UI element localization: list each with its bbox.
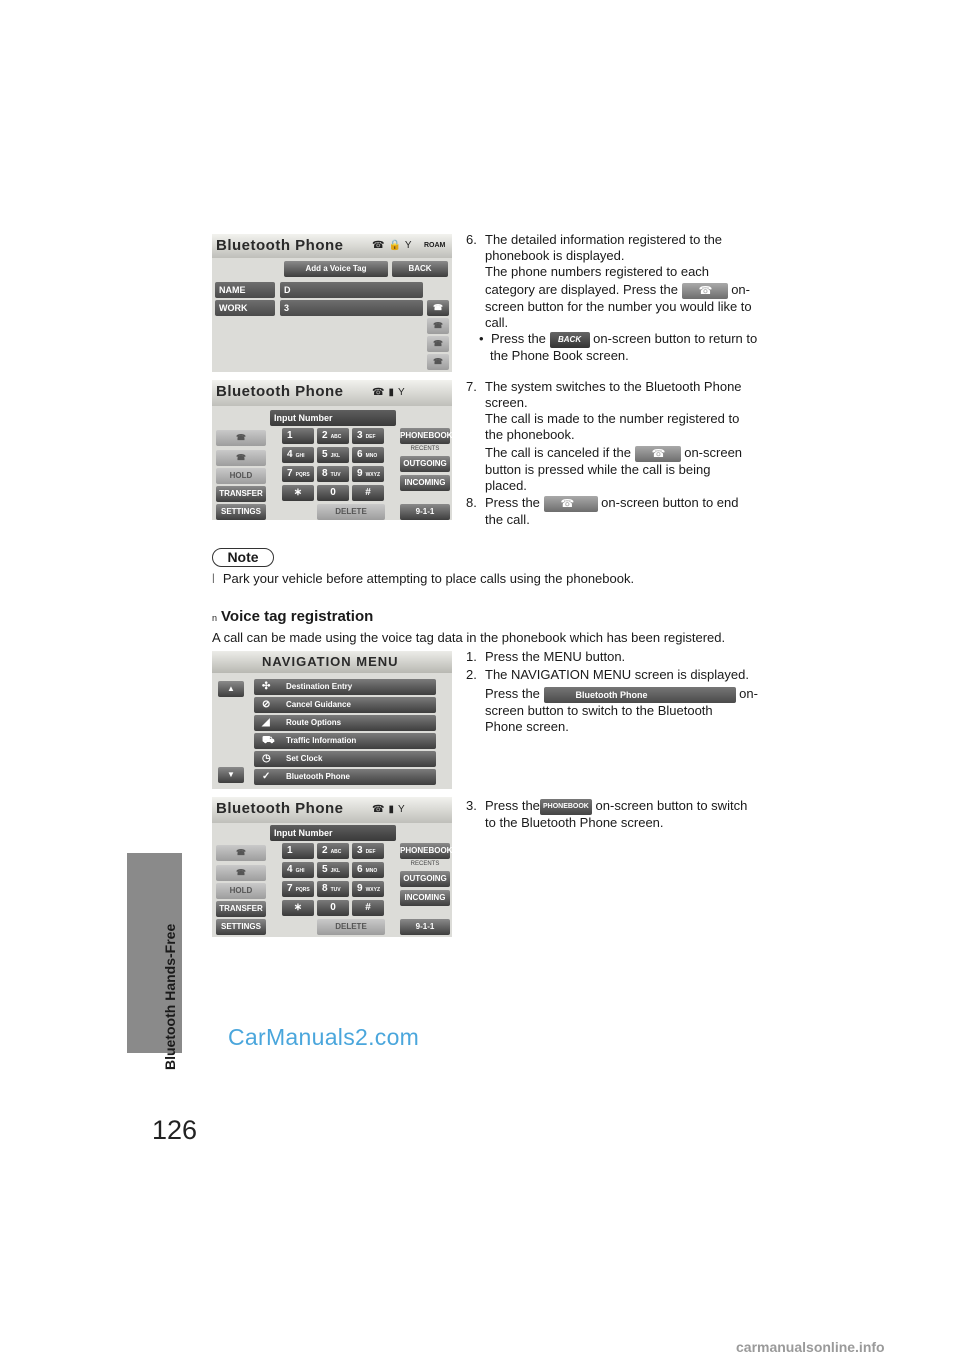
phone-button-inline [682,283,728,299]
phone-button-inline [635,446,681,462]
step-6: 6. The detailed information registered to the phonebook is displayed. The phone numbers registered to each category are displayed. Press the ☎ on- screen button for the number you would like to call. [466,232,786,331]
screenshot-phonebook-detail: Bluetooth Phone ☎🔒Y ROAM Add a Voice Tag BACK NAME D WORK 3 ☎ ☎ ☎ ☎ [212,234,452,372]
page-number: 126 [152,1115,198,1145]
step-8: 8. Press the ☎ on-screen button to end the call. [466,495,786,528]
watermark-carmanualsonline: carmanualsonline.info [736,1339,885,1355]
bullet-back: • Press the BACK on-screen button to return to the Phone Book screen. [479,331,758,363]
screenshot-bluetooth-phone-2: Bluetooth Phone ☎▮Y Input Number ☎ ☎ HOLD TRANSFER SETTINGS 1 2 ABC 3 DEF 4 GHI 5 JKL 6 MNO 7 PQRS 8 TUV 9 WXYZ ∗ 0 # DELETE PHONEBOOK RECENTS OUTGOING INCOMING 9-1-1 [212,797,452,937]
note-text: l Park your vehicle before attempting to place calls using the phonebook. [212,571,635,586]
watermark-carmanuals2: CarManuals2.com [228,1024,420,1050]
step-7: 7. The system switches to the Bluetooth Phone screen. The call is made to the number registered to the phonebook. The call is canceled if the ☎ on-screen button is pressed while the call is being placed. [466,379,786,494]
back-button-inline: BACK [550,332,590,348]
screenshot-bluetooth-phone: Bluetooth Phone ☎▮Y Input Number ☎ ☎ HOLD TRANSFER SETTINGS 1 2 ABC 3 DEF 4 GHI 5 JKL 6 MNO 7 PQRS 8 TUV 9 WXYZ ∗ 0 # DELETE PHONEBOOK RECENTS OUTGOING INCOMING 9-1-1 [212,380,452,520]
phone-button-inline [544,496,598,512]
voice-step-3: 3. Press the PHONEBOOK on-screen button to switch to the Bluetooth Phone screen. [466,798,748,830]
chapter-label: Bluetooth Hands-Free [162,923,178,1070]
phonebook-button-inline: PHONEBOOK [540,799,592,815]
voice-step-1: 1. Press the MENU button. [466,649,626,664]
note-label: Note [212,548,274,567]
section-intro: A call can be made using the voice tag data in the phonebook which has been registered. [212,630,726,645]
screenshot-navigation-menu: NAVIGATION MENU ▲ ▼ ✣ Destination Entry ⊘ Cancel Guidance ◢ Route Options ⛟ Traffic Information ◷ Set Clock ✓ Bluetooth Phone [212,651,452,789]
voice-step-2: 2. The NAVIGATION MENU screen is displayed. Press the Bluetooth Phone on- screen button to switch to the Bluetooth Phone screen. [466,667,758,734]
section-heading: n Voice tag registration [212,608,374,625]
bluetooth-phone-button-inline: Bluetooth Phone [544,687,736,703]
